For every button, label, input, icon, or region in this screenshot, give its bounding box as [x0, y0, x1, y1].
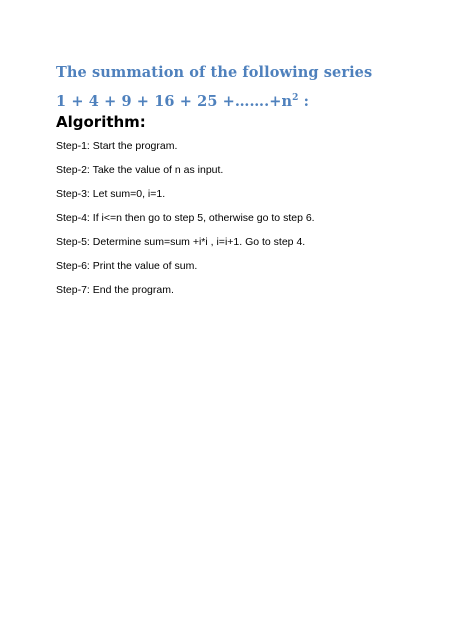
series-suffix: :	[298, 93, 310, 110]
algorithm-step: Step-4: If i<=n then go to step 5, otherwise go to step 6.	[56, 212, 315, 224]
series-terms: 1 + 4 + 9 + 16 + 25 +…….+n	[56, 93, 293, 110]
algorithm-step: Step-5: Determine sum=sum +i*i , i=i+1. Go to step 4.	[56, 236, 306, 248]
algorithm-step: Step-6: Print the value of sum.	[56, 260, 198, 272]
algorithm-step: Step-3: Let sum=0, i=1.	[56, 188, 166, 200]
series-exponent: 2	[292, 93, 299, 104]
algorithm-step: Step-2: Take the value of n as input.	[56, 164, 224, 176]
algorithm-step: Step-7: End the program.	[56, 284, 174, 296]
document-title: The summation of the following series	[56, 64, 373, 81]
algorithm-steps-list	[56, 139, 315, 307]
algorithm-step: Step-1: Start the program.	[56, 140, 178, 152]
series-formula	[56, 93, 309, 110]
algorithm-heading: Algorithm:	[56, 113, 146, 131]
